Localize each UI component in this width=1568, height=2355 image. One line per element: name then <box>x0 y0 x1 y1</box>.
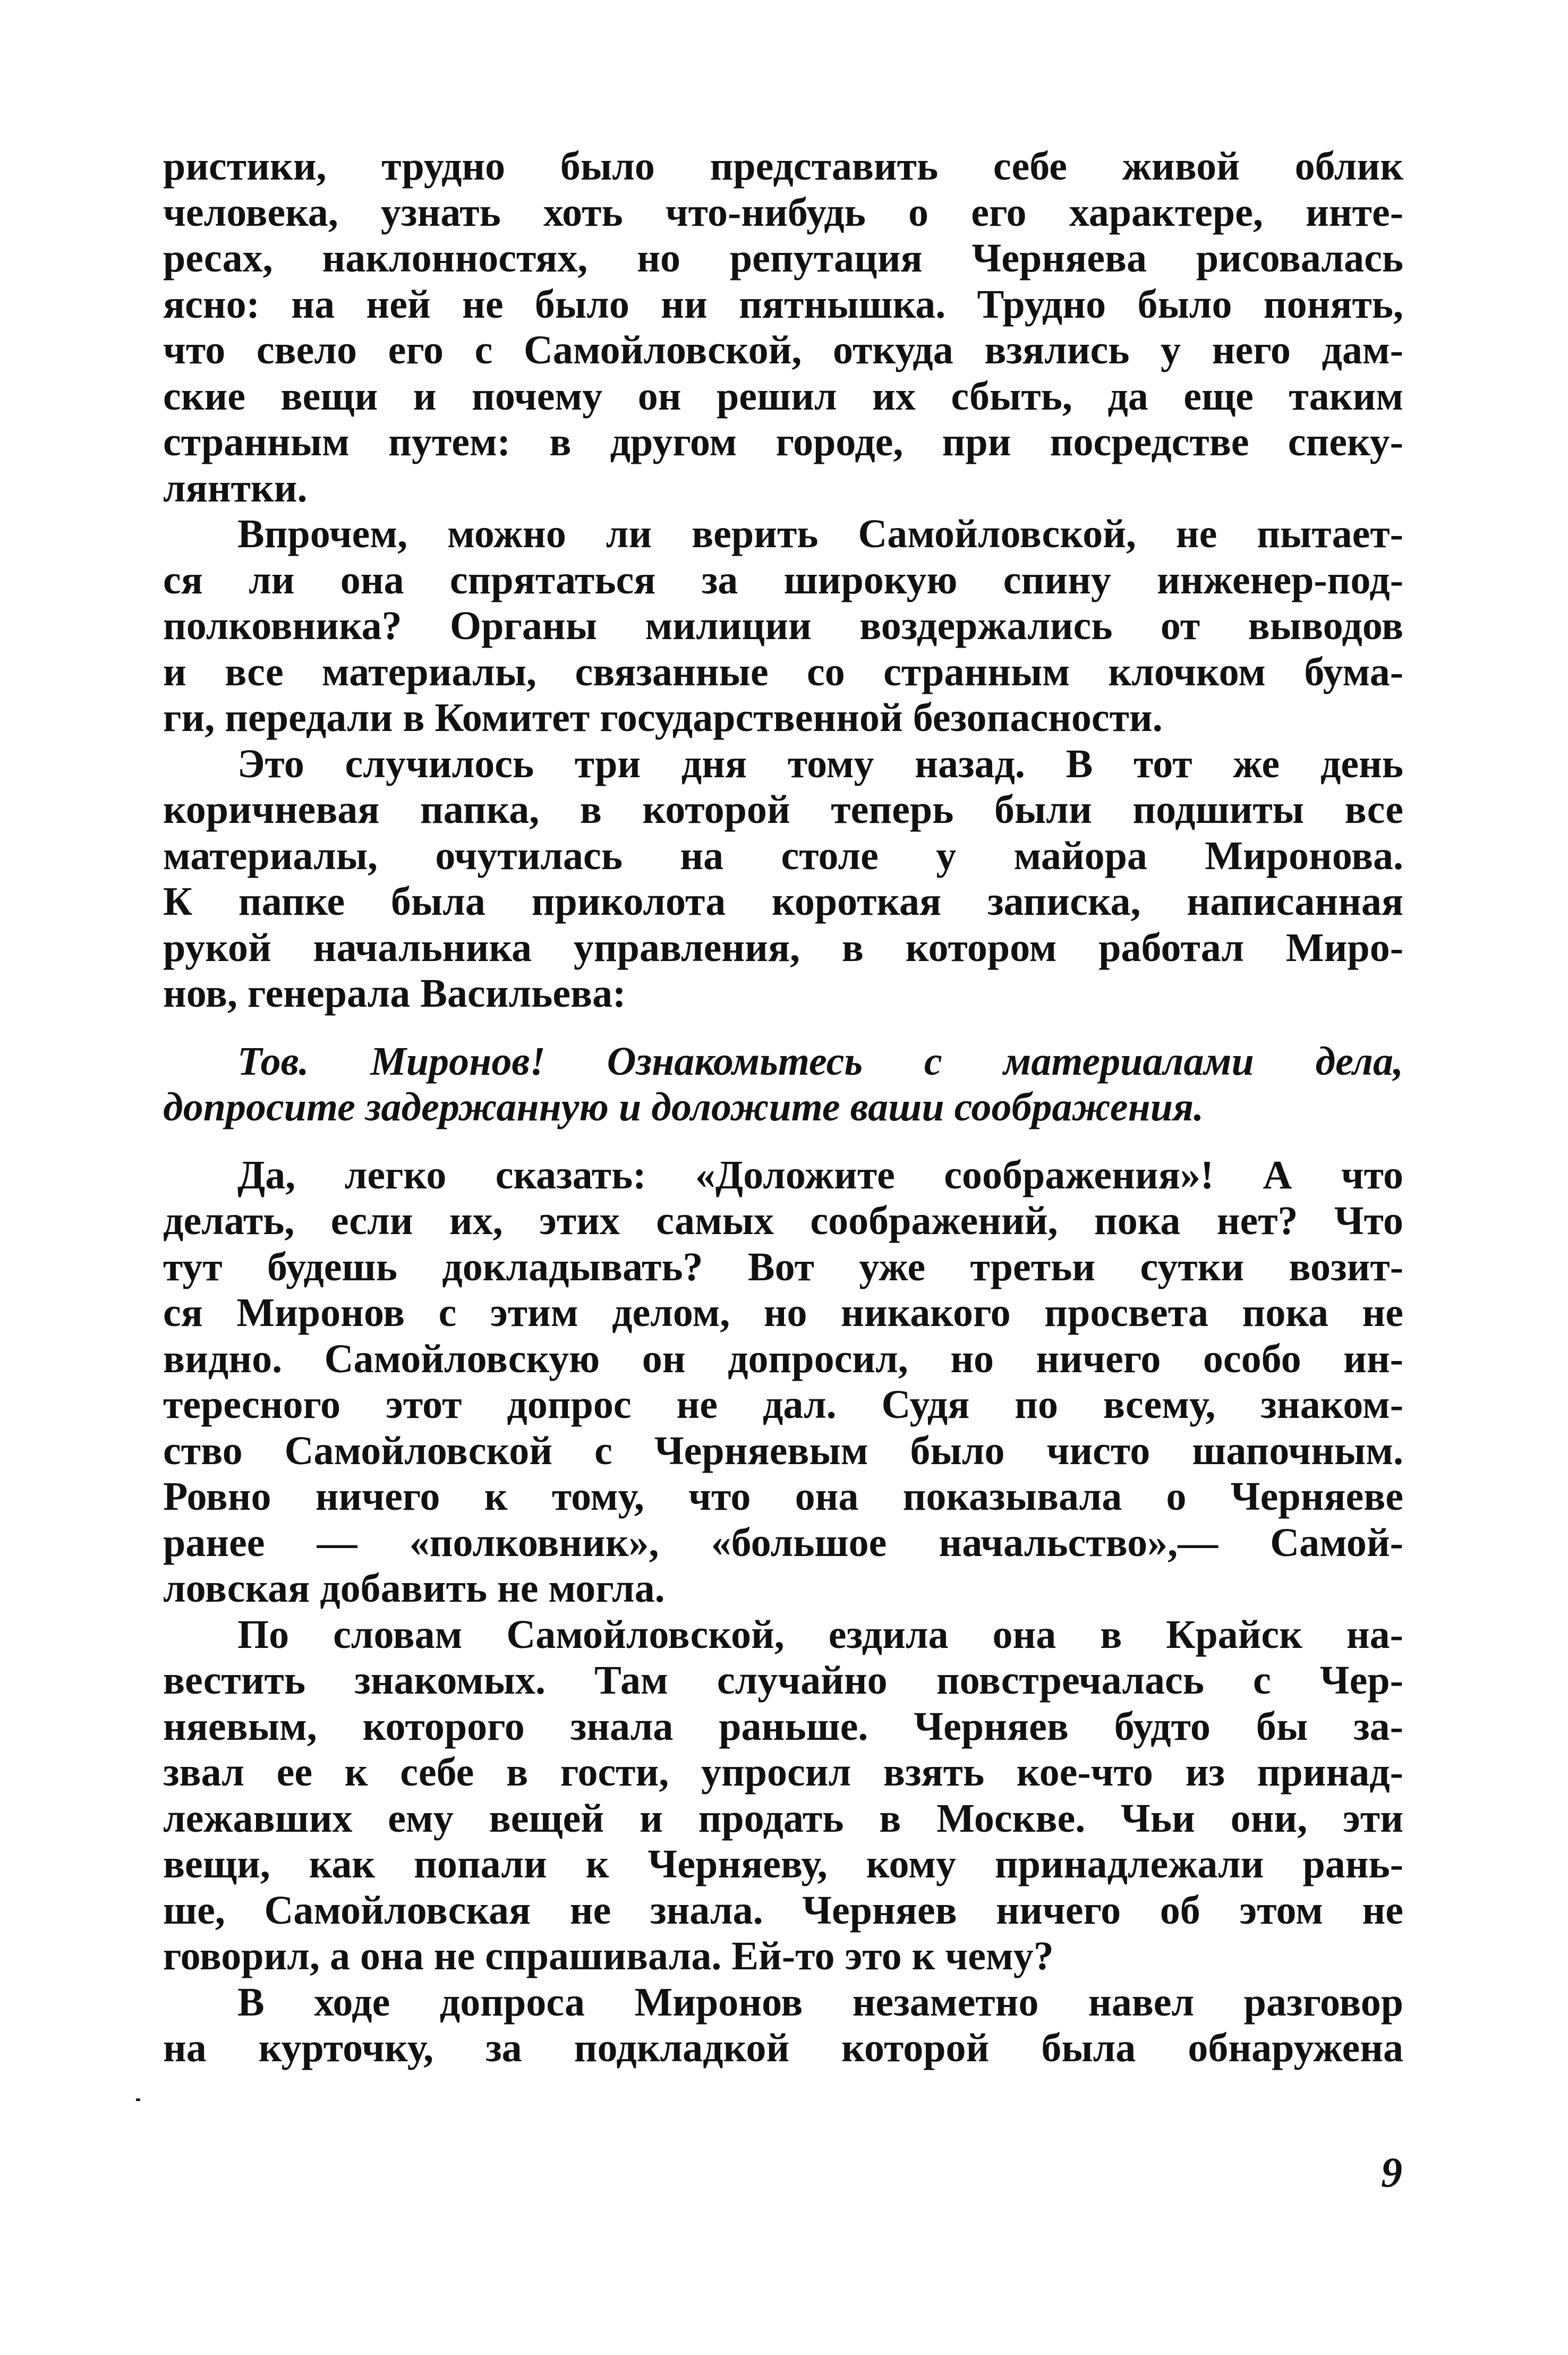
text-line: ство Самойловской с Черняевым было чисто шапочным. <box>163 1428 1403 1473</box>
text-line: няевым, которого знала раньше. Черняев будто бы за- <box>163 1704 1403 1749</box>
italic-note <box>163 1039 1403 1130</box>
text-line: тересного этот допрос не дал. Судя по всему, знаком- <box>163 1382 1403 1427</box>
text-line: рукой начальника управления, в котором работал Миро- <box>163 925 1403 970</box>
paragraph <box>163 741 1403 1017</box>
text-line: на курточку, за подкладкой которой была обнаружена <box>163 2026 1403 2070</box>
text-line: говорил, а она не спрашивала. Ей-то это к чему? <box>163 1934 1054 1978</box>
text-line: что свело его с Самойловской, откуда взялись у него дам- <box>163 328 1403 372</box>
scan-speck <box>136 2098 140 2101</box>
text-line: К папке была приколота короткая записка, написанная <box>163 879 1403 924</box>
text-line: ские вещи и почему он решил их сбыть, да еще таким <box>163 373 1403 419</box>
text-line: ги, передали в Комитет государственной безопасности. <box>163 695 1163 740</box>
text-line: ся ли она спрятаться за широкую спину инженер-под- <box>163 557 1403 602</box>
text-line: видно. Самойловскую он допросил, но ничего особо ин- <box>163 1336 1403 1381</box>
text-line: странным путем: в другом городе, при посредстве спеку- <box>163 420 1403 464</box>
paragraph <box>163 1979 1403 2071</box>
text-line: допросите задержанную и доложите ваши соображения. <box>163 1085 1204 1129</box>
text-line: тут будешь докладывать? Вот уже третьи сутки возит- <box>163 1244 1403 1289</box>
text-line: делать, если их, этих самых соображений, пока нет? Что <box>163 1198 1403 1243</box>
text-line: ясно: на ней не было ни пятнышка. Трудно было понять, <box>163 282 1403 327</box>
page-body <box>163 143 1403 2071</box>
text-line: ше, Самойловская не знала. Черняев ничего об этом не <box>163 1888 1403 1933</box>
text-line: ресах, наклонностях, но репутация Черняева рисовалась <box>163 236 1403 280</box>
text-line: По словам Самойловской, ездила она в Крайск на- <box>237 1612 1403 1657</box>
page-number: 9 <box>1381 2149 1402 2196</box>
text-line: вещи, как попали к Черняеву, кому принадлежали рань- <box>163 1842 1403 1886</box>
text-line: ся Миронов с этим делом, но никакого просвета пока не <box>163 1290 1403 1335</box>
text-line: лянтки. <box>163 465 308 511</box>
text-line: ловская добавить не могла. <box>163 1566 665 1611</box>
paragraph <box>163 511 1403 741</box>
text-line: вестить знакомых. Там случайно повстречалась с Чер- <box>163 1658 1403 1703</box>
text-line: полковника? Органы милиции воздержались от выводов <box>163 603 1403 648</box>
text-line: человека, узнать хоть что-нибудь о его характере, инте- <box>163 190 1403 235</box>
text-line: В ходе допроса Миронов незаметно навел разговор <box>237 1979 1403 2025</box>
text-line: ристики, трудно было представить себе живой облик <box>163 144 1403 189</box>
text-line: Это случилось три дня тому назад. В тот же день <box>237 741 1403 786</box>
text-line: звал ее к себе в гости, упросил взять кое-что из принад- <box>163 1750 1403 1795</box>
text-line: Ровно ничего к тому, что она показывала о Черняеве <box>163 1474 1403 1519</box>
paragraph <box>163 1152 1403 1612</box>
text-line: коричневая папка, в которой теперь были подшиты все <box>163 787 1403 832</box>
text-line: ранее — «полковник», «большое начальство»,— Самой- <box>163 1520 1403 1565</box>
paragraph <box>163 1612 1403 1979</box>
text-line: Да, легко сказать: «Доложите соображения»! А что <box>237 1152 1403 1197</box>
text-line: Тов. Миронов! Ознакомьтесь с материалами дела, <box>237 1039 1403 1084</box>
text-line: лежавших ему вещей и продать в Москве. Чьи они, эти <box>163 1796 1403 1841</box>
text-line: материалы, очутилась на столе у майора Миронова. <box>163 833 1403 878</box>
text-line: Впрочем, можно ли верить Самойловской, не пытает- <box>237 512 1403 556</box>
paragraph <box>163 143 1403 511</box>
text-line: и все материалы, связанные со странным клочком бума- <box>163 649 1403 694</box>
text-line: нов, генерала Васильева: <box>163 971 626 1016</box>
